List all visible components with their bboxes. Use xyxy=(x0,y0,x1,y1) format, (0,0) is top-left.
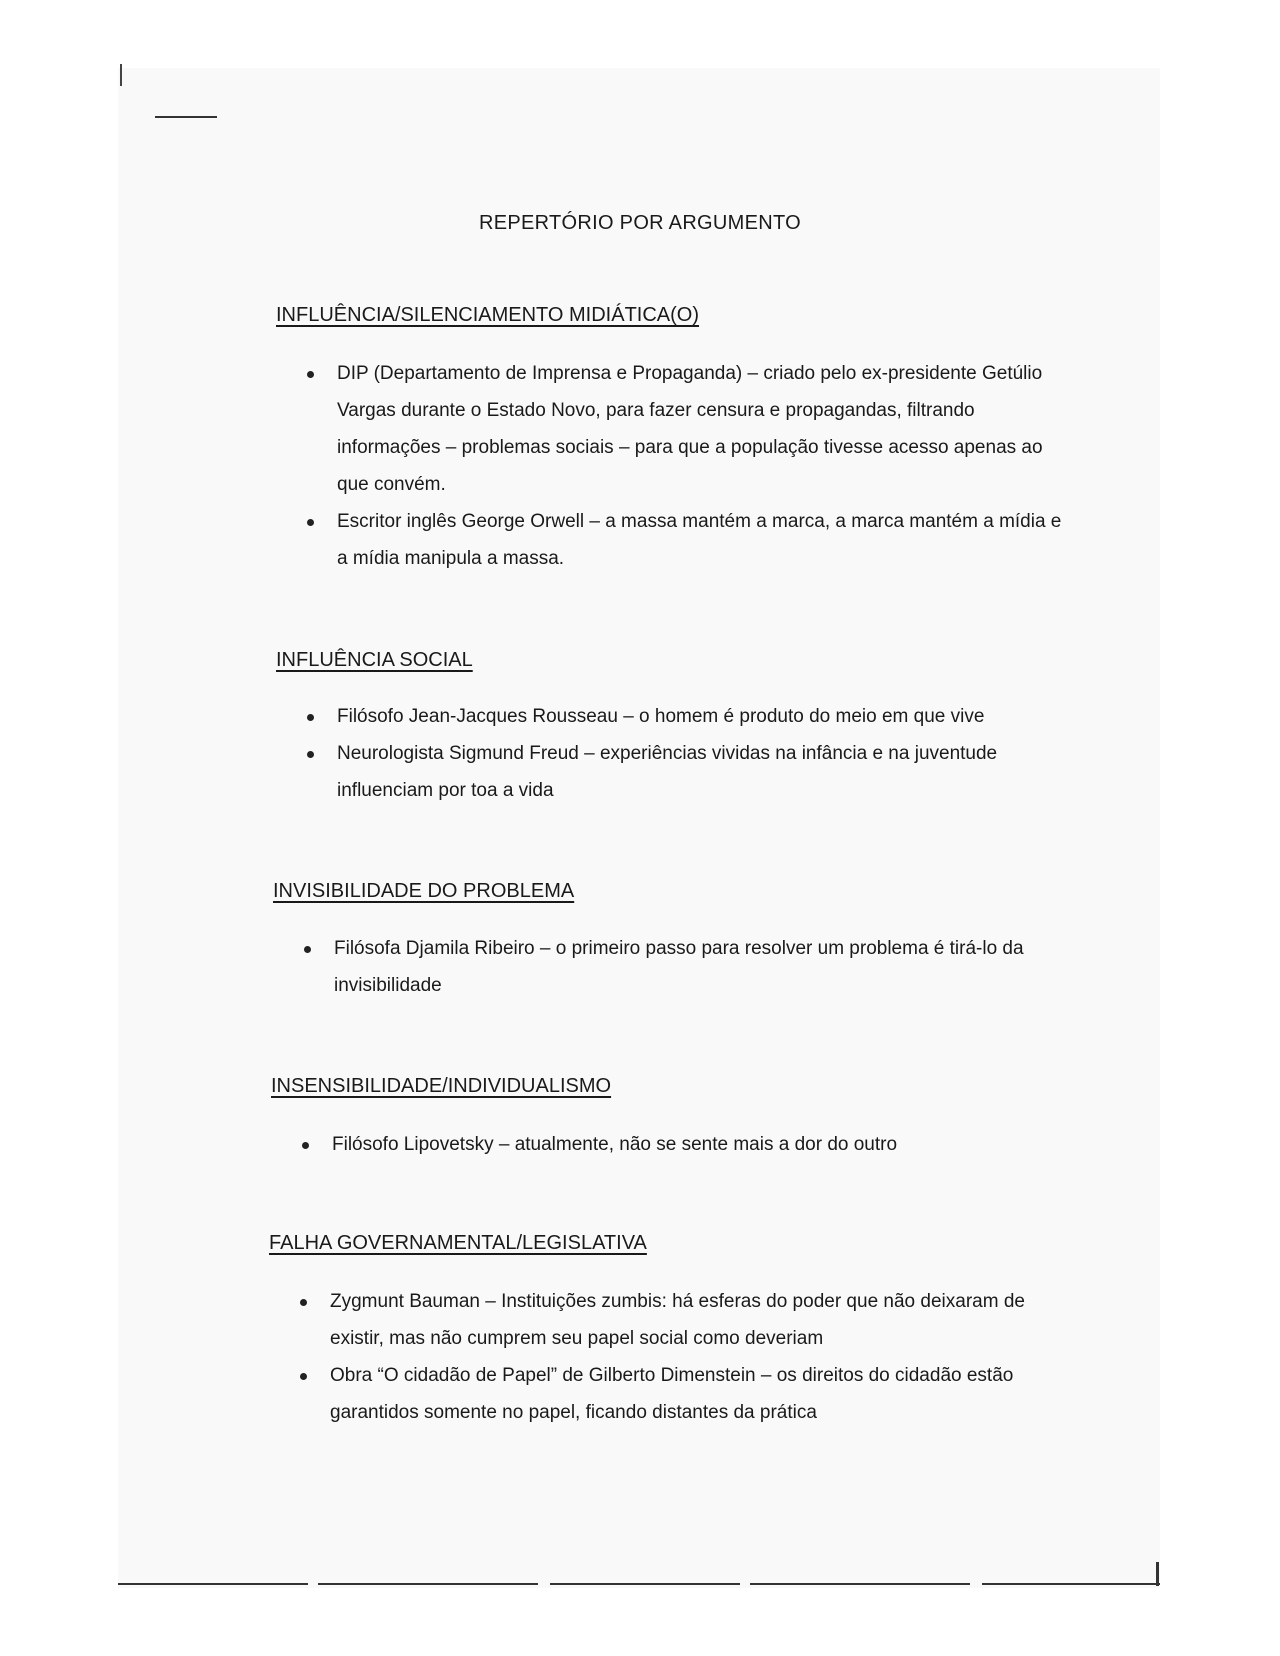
section-heading: INFLUÊNCIA SOCIAL xyxy=(276,649,473,671)
scan-corner-mark xyxy=(1156,1562,1159,1586)
item-list xyxy=(300,1283,1040,1431)
item-list xyxy=(304,930,1064,1004)
list-item: Zygmunt Bauman – Instituições zumbis: há esferas do poder que não deixaram de existir, mas não cumprem seu papel social como deveriam xyxy=(300,1283,1040,1357)
item-list xyxy=(307,355,1072,577)
scan-bottom-edge xyxy=(118,1583,1160,1585)
list-item: Escritor inglês George Orwell – a massa mantém a marca, a marca mantém a mídia e a mídia manipula a massa. xyxy=(307,503,1072,577)
section-heading: FALHA GOVERNAMENTAL/LEGISLATIVA xyxy=(269,1232,647,1254)
item-list xyxy=(302,1126,1072,1163)
list-item: Filósofa Djamila Ribeiro – o primeiro passo para resolver um problema é tirá-lo da invisibilidade xyxy=(304,930,1064,1004)
section-heading: INVISIBILIDADE DO PROBLEMA xyxy=(273,880,575,902)
list-item: Filósofo Lipovetsky – atualmente, não se sente mais a dor do outro xyxy=(302,1126,1072,1163)
list-item: DIP (Departamento de Imprensa e Propaganda) – criado pelo ex-presidente Getúlio Vargas durante o Estado Novo, para fazer censura e propagandas, filtrando informações – problemas sociais – para que a população tivesse acesso apenas ao que convém. xyxy=(307,355,1072,503)
list-item: Filósofo Jean-Jacques Rousseau – o homem é produto do meio em que vive xyxy=(307,698,1072,735)
document-title: REPERTÓRIO POR ARGUMENTO xyxy=(478,212,802,234)
section-heading: INFLUÊNCIA/SILENCIAMENTO MIDIÁTICA(O) xyxy=(276,304,700,326)
list-item: Neurologista Sigmund Freud – experiências vividas na infância e na juventude influenciam por toa a vida xyxy=(307,735,1072,809)
section-heading: INSENSIBILIDADE/INDIVIDUALISMO xyxy=(271,1075,612,1097)
item-list xyxy=(307,698,1072,809)
scan-edge-mark xyxy=(120,64,122,86)
scan-dash-mark xyxy=(155,116,217,118)
list-item: Obra “O cidadão de Papel” de Gilberto Dimenstein – os direitos do cidadão estão garantidos somente no papel, ficando distantes da prática xyxy=(300,1357,1040,1431)
